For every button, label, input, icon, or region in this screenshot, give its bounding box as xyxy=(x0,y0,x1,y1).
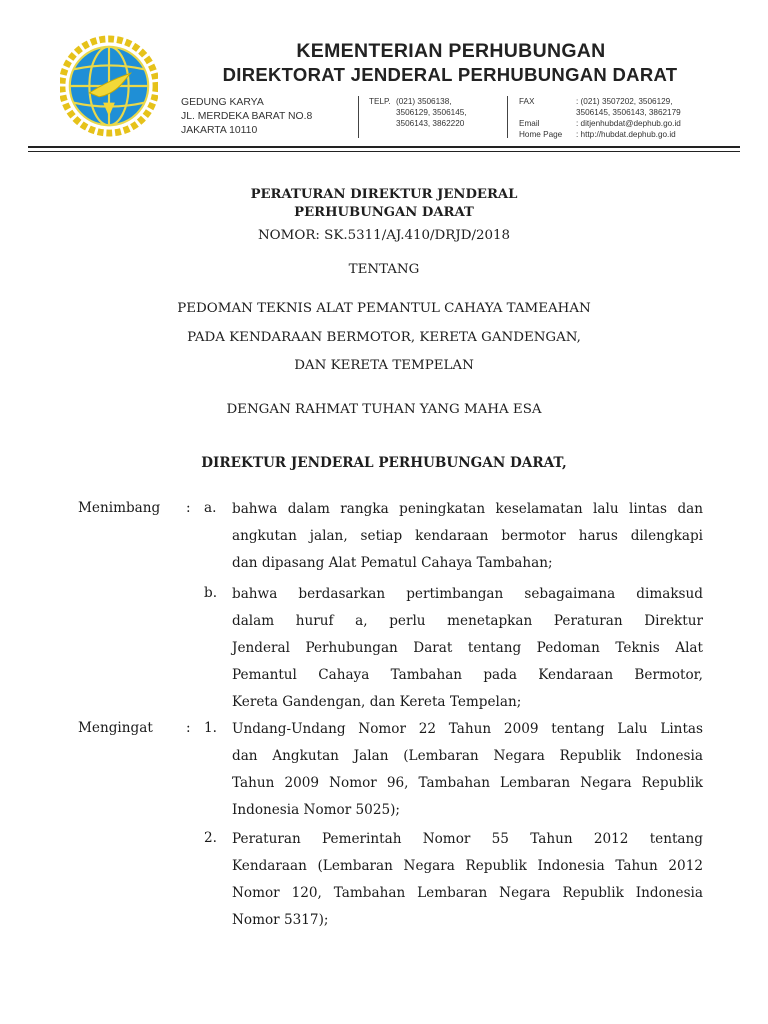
mengingat-item-1 xyxy=(232,716,703,824)
contact-values xyxy=(576,96,681,140)
contact-labels xyxy=(519,96,562,140)
paragraph-line: Kendaraan (Lembaran Negara Republik Indonesia Tahun 2012 xyxy=(232,858,703,874)
address-block xyxy=(181,96,312,138)
menimbang-item-b xyxy=(232,581,703,716)
letterhead-rule xyxy=(28,151,740,152)
address-line: JL. MERDEKA BARAT NO.8 xyxy=(181,111,313,122)
paragraph-line: Jenderal Perhubungan Darat tentang Pedoman Teknis Alat xyxy=(232,640,703,656)
colon: : xyxy=(186,500,191,516)
menimbang-item-a xyxy=(232,496,703,577)
address-line: JAKARTA 10110 xyxy=(181,125,258,136)
paragraph-line: Kereta Gandengan, dan Kereta Tempelan; xyxy=(232,694,522,710)
item-marker: 2. xyxy=(204,830,217,846)
authority-line: DIREKTUR JENDERAL PERHUBUNGAN DARAT, xyxy=(201,455,567,471)
telp-line: 3506143, 3862220 xyxy=(396,119,465,128)
directorate-name: DIREKTORAT JENDERAL PERHUBUNGAN DARAT xyxy=(222,64,678,85)
mengingat-item-2 xyxy=(232,826,703,934)
contact-label: Email xyxy=(519,119,540,128)
mengingat-label: Mengingat xyxy=(78,720,153,736)
item-marker: a. xyxy=(204,500,217,516)
email-value: : ditjenhubdat@dephub.go.id xyxy=(576,119,681,128)
contact-label xyxy=(519,107,562,118)
divider xyxy=(507,96,508,138)
menimbang-label: Menimbang xyxy=(78,500,161,516)
ministry-logo-icon xyxy=(60,34,158,138)
regulation-title: PERHUBUNGAN DARAT xyxy=(294,205,474,220)
ministry-name: KEMENTERIAN PERHUBUNGAN xyxy=(296,40,606,62)
homepage-value: : http://hubdat.dephub.go.id xyxy=(576,130,676,139)
telp-line: (021) 3506138, xyxy=(396,97,452,106)
paragraph-line: dan dipasang Alat Pematul Cahaya Tambahan; xyxy=(232,555,553,571)
paragraph-line: Tahun 2009 Nomor 96, Tambahan Lembaran Negara Republik xyxy=(232,775,703,791)
subject-line: DAN KERETA TEMPELAN xyxy=(294,358,474,373)
address-line: GEDUNG KARYA xyxy=(181,97,264,108)
paragraph-line: angkutan jalan, setiap kendaraan bermotor harus dilengkapi xyxy=(232,528,703,544)
subject-line: PADA KENDARAAN BERMOTOR, KERETA GANDENGAN, xyxy=(187,330,581,345)
item-marker: 1. xyxy=(204,720,217,736)
paragraph-line: Indonesia Nomor 5025); xyxy=(232,802,401,818)
divider xyxy=(358,96,359,138)
paragraph-line: bahwa dalam rangka peningkatan keselamatan lalu lintas dan xyxy=(232,501,703,517)
telp-label: TELP. xyxy=(369,97,391,106)
regulation-title: PERATURAN DIREKTUR JENDERAL xyxy=(250,187,518,202)
tentang-label: TENTANG xyxy=(348,262,420,277)
regulation-number: NOMOR: SK.5311/AJ.410/DRJD/2018 xyxy=(257,228,511,243)
paragraph-line: Undang-Undang Nomor 22 Tahun 2009 tentang Lalu Lintas xyxy=(232,721,703,737)
paragraph-line: bahwa berdasarkan pertimbangan sebagaimana dimaksud xyxy=(232,586,703,602)
paragraph-line: dan Angkutan Jalan (Lembaran Negara Republik Indonesia xyxy=(232,748,703,764)
paragraph-line: dalam huruf a, perlu menetapkan Peraturan Direktur xyxy=(232,613,703,629)
paragraph-line: Nomor 120, Tambahan Lembaran Negara Republik Indonesia xyxy=(232,885,703,901)
colon: : xyxy=(186,720,191,736)
fax-value: 3506145, 3506143, 3862179 xyxy=(576,108,681,117)
letterhead-rule xyxy=(28,146,740,148)
telp-line: 3506129, 3506145, xyxy=(396,108,467,117)
contact-label: Home Page xyxy=(519,130,563,139)
subject-line: PEDOMAN TEKNIS ALAT PEMANTUL CAHAYA TAMEAHAN xyxy=(177,301,591,316)
paragraph-line: Nomor 5317); xyxy=(232,912,329,928)
item-marker: b. xyxy=(204,585,218,601)
paragraph-line: Pemantul Cahaya Tambahan pada Kendaraan Bermotor, xyxy=(232,667,703,683)
telp-block xyxy=(396,96,467,129)
blessing-line: DENGAN RAHMAT TUHAN YANG MAHA ESA xyxy=(226,402,542,417)
contact-label: FAX xyxy=(519,97,535,106)
fax-value: : (021) 3507202, 3506129, xyxy=(576,97,673,106)
paragraph-line: Peraturan Pemerintah Nomor 55 Tahun 2012 tentang xyxy=(232,831,703,847)
